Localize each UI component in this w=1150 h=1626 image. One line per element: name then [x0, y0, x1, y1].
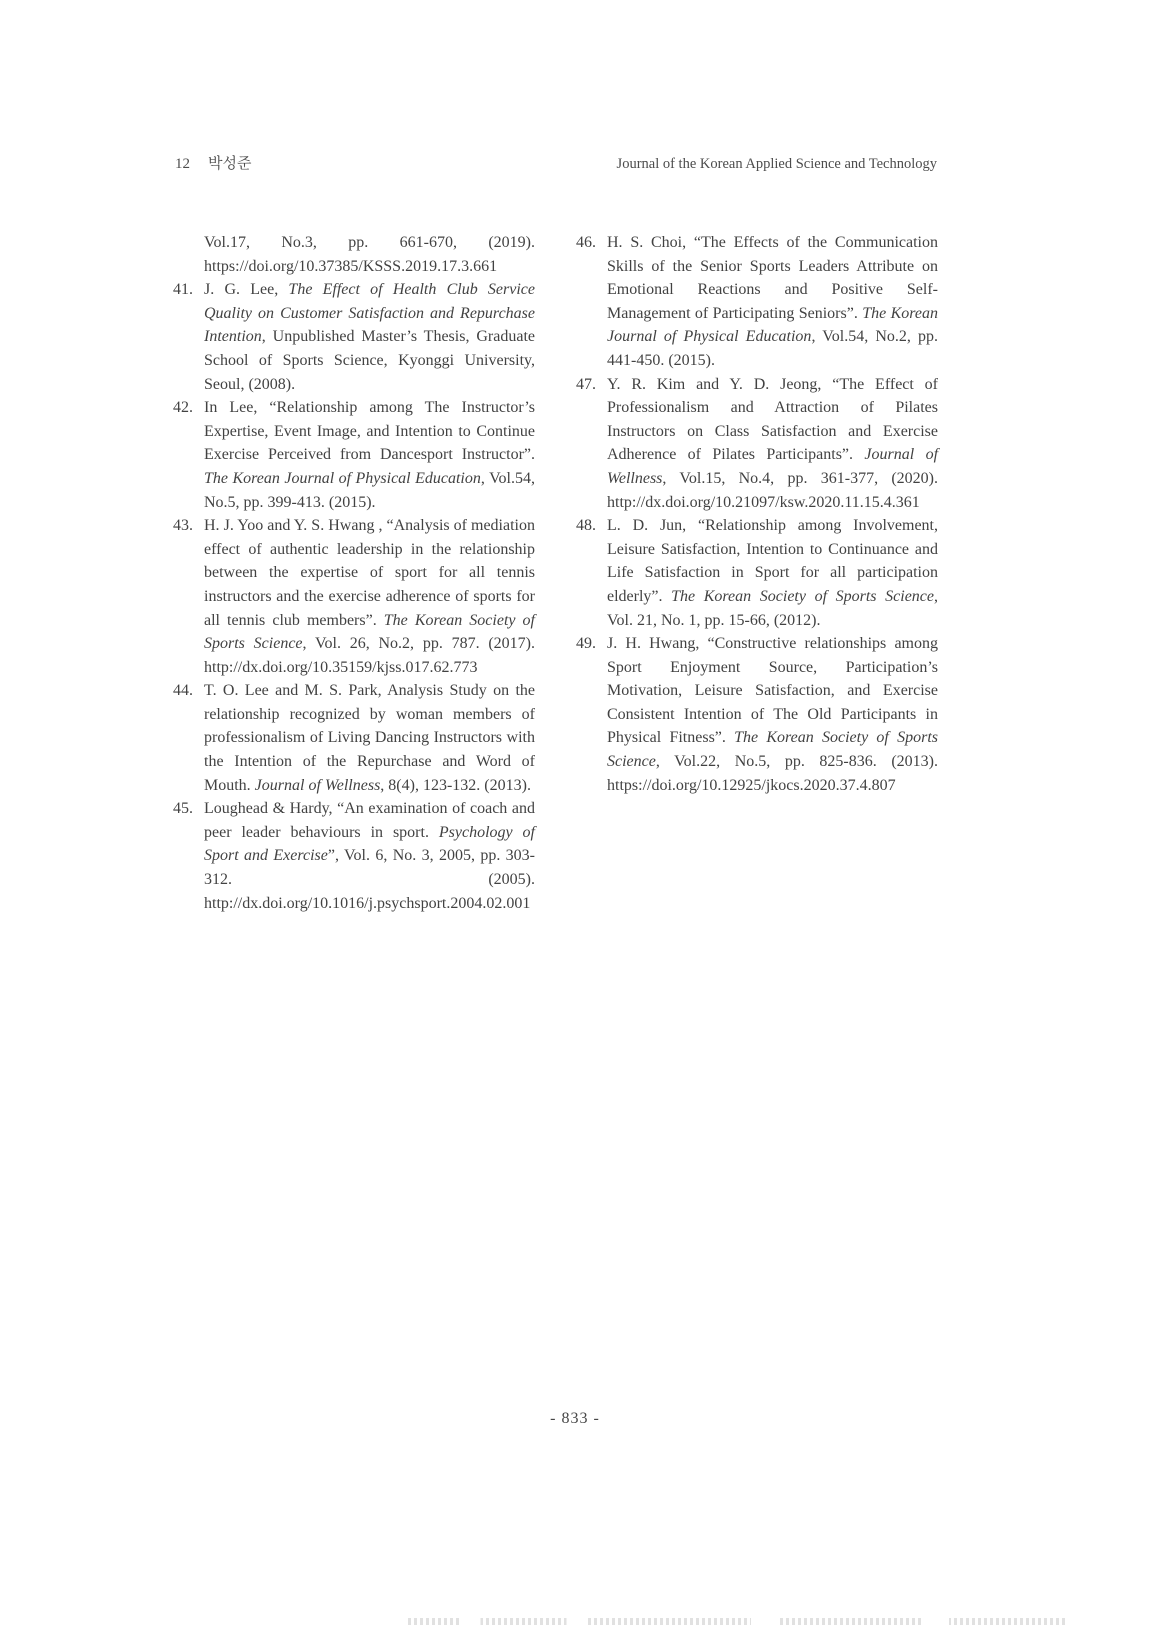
- header-page-number: 12: [175, 156, 190, 172]
- reference-number: 43.: [173, 517, 193, 535]
- reference-item: [576, 373, 938, 515]
- reference-number: 45.: [173, 800, 193, 818]
- reference-text: J. G. Lee, The Effect of Health Club Service Quality on Customer Satisfaction and Repurchase Intention, Unpublished Master’s Thesis, Graduate School of Sports Science, Kyonggi University, Seoul, (2008).: [204, 281, 536, 393]
- reference-item: [173, 679, 535, 797]
- reference-item: [173, 514, 535, 679]
- reference-item: [576, 231, 938, 373]
- reference-text: Loughead & Hardy, “An examination of coach and peer leader behaviours in sport. Psychology of Sport and Exercise”, Vol. 6, No. 3, 2005, pp. 303-312. (2005). http://dx.doi.org/10.1016/j.psychsport.2004.02.001: [204, 800, 535, 912]
- reference-number: 44.: [173, 682, 193, 700]
- reference-text: Vol.17, No.3, pp. 661-670, (2019). https://doi.org/10.37385/KSSS.2019.17.3.661: [204, 234, 535, 275]
- header-left: [175, 152, 251, 173]
- reference-text: L. D. Jun, “Relationship among Involvement, Leisure Satisfaction, Intention to Continuance and Life Satisfaction in Sport for all participation elderly”. The Korean Society of Sports Science, Vol. 21, No. 1, pp. 15-66, (2012).: [607, 517, 938, 629]
- reference-number: 49.: [576, 635, 596, 653]
- reference-number: 47.: [576, 375, 596, 393]
- reference-text: T. O. Lee and M. S. Park, Analysis Study on the relationship recognized by woman members of professionalism of Living Dancing Instructors with the Intention of the Repurchase and Word of Mouth. Journal of Wellness, 8(4), 123-132. (2013).: [204, 682, 535, 794]
- reference-text: H. J. Yoo and Y. S. Hwang , “Analysis of mediation effect of authentic leadership in the relationship between the expertise of sport for all tennis instructors and the exercise adherence of sports for all tennis club members”. The Korean Society of Sports Science, Vol. 26, No.2, pp. 787. (2017). http://dx.doi.org/10.35159/kjss.017.62.773: [204, 517, 536, 676]
- reference-item: [173, 278, 535, 396]
- reference-item: [173, 396, 535, 514]
- header-author-name: 박성준: [208, 156, 252, 172]
- page-header: [175, 152, 937, 173]
- reference-number: 41.: [173, 281, 193, 299]
- reference-item: [173, 231, 535, 278]
- reference-item: [173, 797, 535, 915]
- reference-number: 48.: [576, 517, 596, 535]
- references-column-left: [173, 231, 535, 915]
- reference-item: [576, 632, 938, 797]
- references-column-right: [576, 231, 938, 797]
- reference-number: 42.: [173, 399, 193, 417]
- reference-text: J. H. Hwang, “Constructive relationships among Sport Enjoyment Source, Participation’s Motivation, Leisure Satisfaction, and Exercise Consistent Intention of The Old Participants in Physical Fitness”. The Korean Society of Sports Science, Vol.22, No.5, pp. 825-836. (2013). https://doi.org/10.12925/jkocs.2020.37.4.807: [607, 635, 938, 794]
- page-number: - 833 -: [550, 1410, 600, 1427]
- clipped-bottom-text-fragment: [408, 1618, 1068, 1625]
- reference-text: Y. R. Kim and Y. D. Jeong, “The Effect of Professionalism and Attraction of Pilates Instructors on Class Satisfaction and Exercise Adherence of Pilates Participants”. Journal of Wellness, Vol.15, No.4, pp. 361-377, (2020). http://dx.doi.org/10.21097/ksw.2020.11.15.4.361: [607, 375, 939, 511]
- reference-number: 46.: [576, 234, 596, 251]
- reference-text: H. S. Choi, “The Effects of the Communication Skills of the Senior Sports Leaders Attribute on Emotional Reactions and Positive Self-Management of Participating Seniors”. The Korean Journal of Physical Education, Vol.54, No.2, pp. 441-450. (2015).: [607, 234, 939, 369]
- header-journal-title: Journal of the Korean Applied Science and Technology: [616, 156, 937, 172]
- reference-text: In Lee, “Relationship among The Instructor’s Expertise, Event Image, and Intention to Continue Exercise Perceived from Dancesport Instructor”. The Korean Journal of Physical Education, Vol.54, No.5, pp. 399-413. (2015).: [204, 399, 535, 511]
- reference-item: [576, 514, 938, 632]
